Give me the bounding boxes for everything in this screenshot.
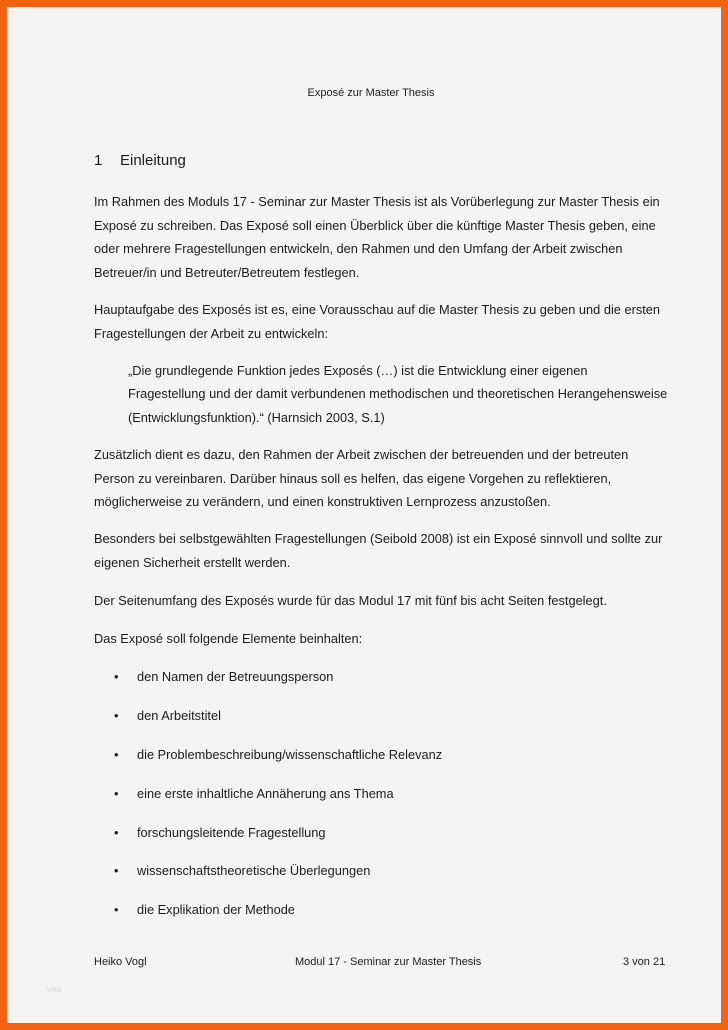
paragraph-page-count: Der Seitenumfang des Exposés wurde für das Modul 17 mit fünf bis acht Seiten festgelegt. bbox=[94, 593, 607, 608]
list-item bbox=[94, 783, 442, 822]
bullet-marker: • bbox=[114, 785, 119, 801]
bullet-marker: • bbox=[114, 746, 119, 762]
section-heading bbox=[94, 152, 186, 169]
bullet-marker: • bbox=[114, 863, 119, 879]
paragraph-elements-intro: Das Exposé soll folgende Elemente beinhalten: bbox=[94, 631, 363, 646]
footer-module: Modul 17 - Seminar zur Master Thesis bbox=[295, 956, 482, 968]
list-item-text: den Namen der Betreuungsperson bbox=[137, 669, 334, 684]
paragraph-intro: Im Rahmen des Moduls 17 - Seminar zur Master Thesis ist als Vorüberlegung zur Master Thesis ein Exposé zu schreiben. Das Exposé soll einen Überblick über die künftige Master Thesis geben, eine oder mehrere Fragestellungen entwickeln, den Rahmen und den Umfang der Arbeit zwischen Betreuer/in und Betreuter/Betreutem festlegen. bbox=[94, 194, 660, 280]
list-item bbox=[94, 666, 442, 705]
list-item bbox=[94, 860, 442, 899]
watermark: web bbox=[47, 985, 62, 994]
list-item-text: eine erste inhaltliche Annäherung ans Thema bbox=[137, 785, 394, 801]
section-title: Einleitung bbox=[120, 152, 186, 169]
document-page bbox=[7, 7, 721, 1023]
paragraph-self-chosen: Besonders bei selbstgewählten Fragestellungen (Seibold 2008) ist ein Exposé sinnvoll und sollte zur eigenen Sicherheit erstellt werden. bbox=[94, 531, 663, 570]
paragraph-main-task: Hauptaufgabe des Exposés ist es, eine Vorausschau auf die Master Thesis zu geben und die ersten Fragestellungen der Arbeit zu entwickeln: bbox=[94, 302, 661, 341]
block-quote: „Die grundlegende Funktion jedes Exposés (…) ist die Entwicklung einer eigenen Fragestellung und der damit verbundenen methodischen und theoretischen Herangehensweise (Entwicklungsfunktion).“ (Harnsich 2003, S.1) bbox=[128, 363, 668, 425]
list-item bbox=[94, 744, 442, 783]
bullet-marker: • bbox=[114, 669, 119, 684]
page-header: Exposé zur Master Thesis bbox=[307, 87, 435, 99]
footer-author: Heiko Vogl bbox=[94, 956, 147, 968]
list-item-text: die Explikation der Methode bbox=[137, 902, 295, 918]
list-item-text: den Arbeitstitel bbox=[137, 707, 221, 723]
bullet-marker: • bbox=[114, 824, 119, 840]
list-item bbox=[94, 705, 442, 744]
list-item-text: wissenschaftstheoretische Überlegungen bbox=[137, 863, 371, 879]
bullet-marker: • bbox=[114, 707, 119, 723]
list-item bbox=[94, 899, 442, 938]
elements-list bbox=[94, 666, 442, 938]
footer-page-number: 3 von 21 bbox=[623, 956, 666, 968]
list-item-text: die Problembeschreibung/wissenschaftliche Relevanz bbox=[137, 746, 443, 762]
bullet-marker: • bbox=[114, 902, 119, 918]
section-number: 1 bbox=[94, 152, 103, 169]
paragraph-additional: Zusätzlich dient es dazu, den Rahmen der Arbeit zwischen der betreuenden und der betreuten Person zu vereinbaren. Darüber hinaus soll es helfen, das eigene Vorgehen zu reflektieren, möglicherweise zu verändern, und einen konstruktiven Lernprozess anzustoßen. bbox=[94, 447, 629, 509]
list-item bbox=[94, 822, 442, 861]
list-item-text: forschungsleitende Fragestellung bbox=[137, 824, 326, 840]
